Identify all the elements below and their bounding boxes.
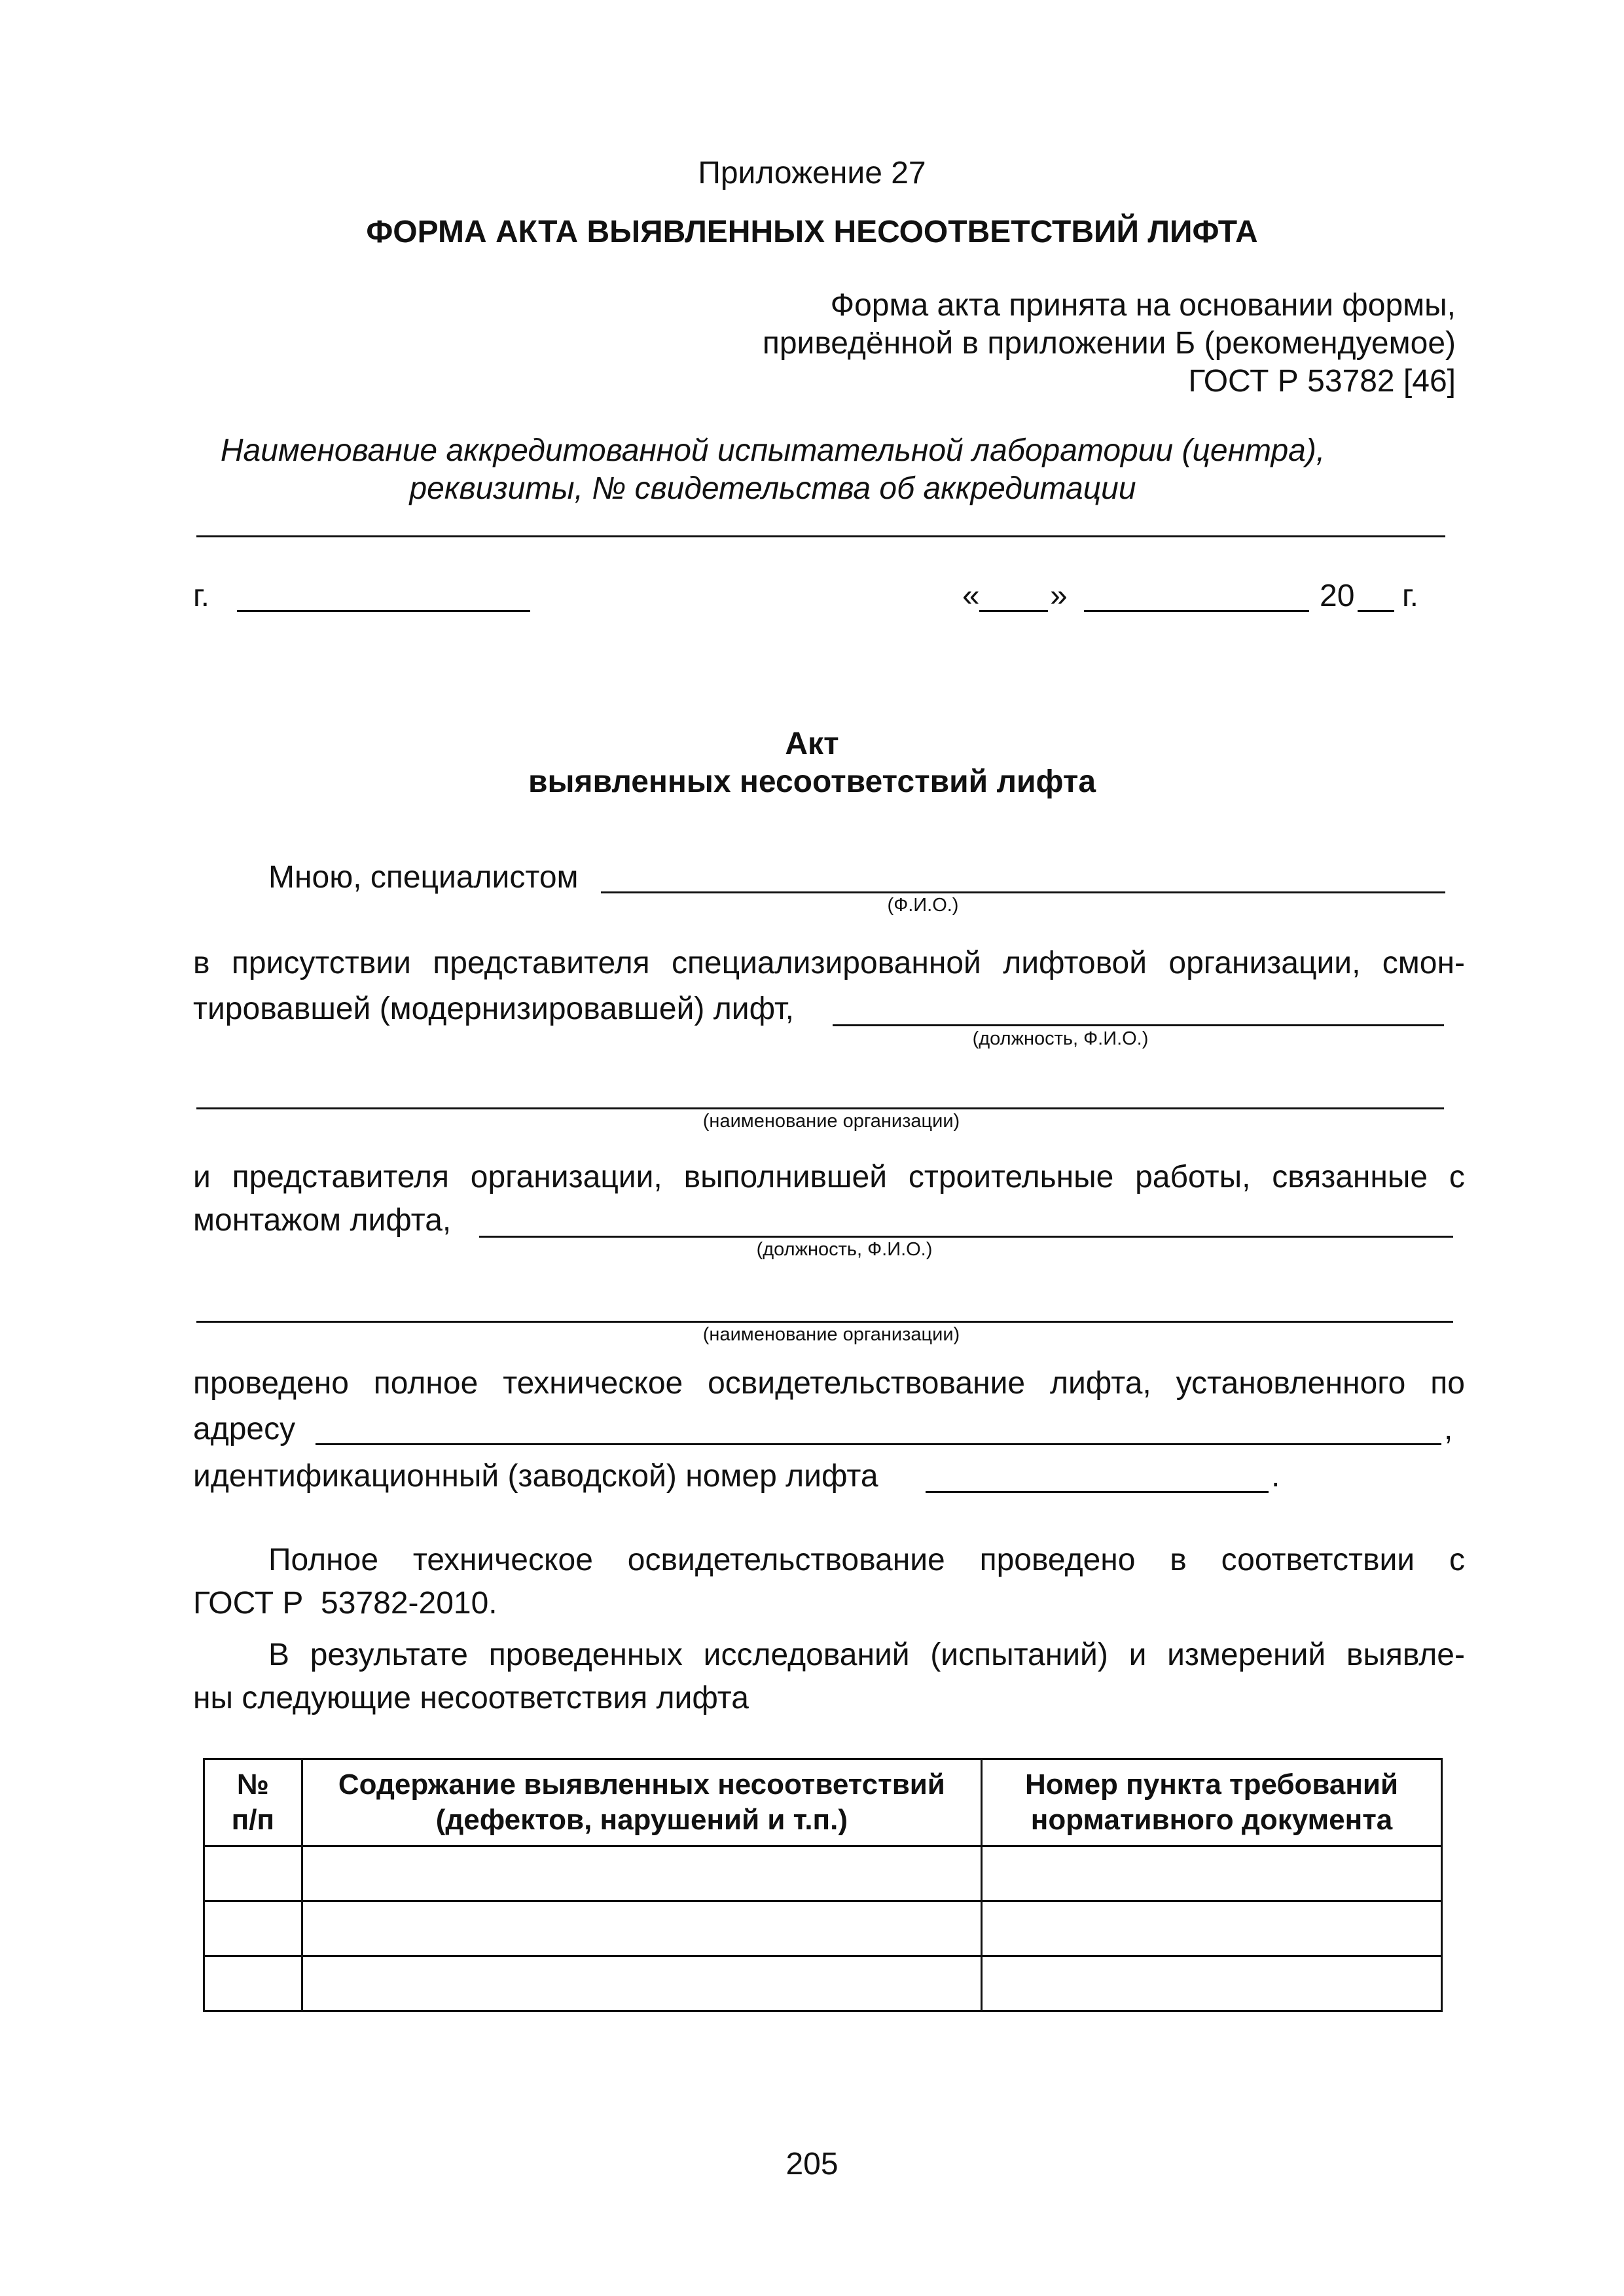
word: техническое [412, 1543, 593, 1577]
word: (испытаний) [930, 1638, 1108, 1672]
word: техническое [503, 1366, 683, 1401]
word: связанные [1272, 1160, 1428, 1194]
lab-name-line-2: реквизиты, № свидетельства об аккредитации [409, 471, 1136, 506]
table-row [204, 1901, 1442, 1956]
results-line-1 [268, 1636, 1465, 1674]
word: представителя [433, 946, 650, 980]
table-row [204, 1846, 1442, 1901]
word: проведено [979, 1543, 1136, 1577]
table-cell[interactable] [981, 1956, 1441, 2011]
word: соответствии [1221, 1543, 1415, 1577]
header-line: п/п [231, 1804, 275, 1836]
caption-org-name: (наименование организации) [702, 1324, 960, 1345]
word: организации, [1168, 946, 1361, 980]
word: в [1170, 1543, 1187, 1577]
table-cell[interactable] [204, 1901, 302, 1956]
word: лифтовой [1003, 946, 1147, 980]
word: и [193, 1160, 211, 1194]
word: и [1128, 1638, 1147, 1672]
basis-line: приведённой в приложении Б (рекомендуемое) [762, 326, 1456, 361]
results-line-2: ны следующие несоответствия лифта [193, 1681, 749, 1715]
caption-org-name: (наименование организации) [702, 1111, 960, 1132]
id-number-field[interactable] [926, 1491, 1269, 1493]
basis-line: ГОСТ Р 53782 [46] [1188, 364, 1456, 399]
compliance-line-1 [268, 1541, 1465, 1579]
table-cell[interactable] [981, 1846, 1441, 1901]
specialist-fio-field[interactable] [601, 891, 1445, 893]
word: В [268, 1638, 290, 1672]
header-line: Содержание выявленных несоответствий [338, 1768, 945, 1801]
caption-position-fio: (должность, Ф.И.О.) [972, 1028, 1149, 1049]
installer-rep-field[interactable] [833, 1024, 1444, 1026]
word: по [1430, 1366, 1465, 1401]
builder-line-2: монтажом лифта, [193, 1203, 452, 1238]
lab-name-line-1: Наименование аккредитованной испытательной лаборатории (центра), [220, 433, 1326, 468]
address-label: адресу [193, 1412, 296, 1446]
basis-line: Форма акта принята на основании формы, [830, 288, 1456, 323]
word: результате [310, 1638, 468, 1672]
header-line: № [236, 1768, 269, 1801]
city-prefix: г. [193, 579, 209, 613]
year-prefix: 20 [1320, 579, 1355, 613]
column-header-number [204, 1759, 302, 1846]
column-header-requirement [981, 1759, 1441, 1846]
appendix-label: Приложение 27 [698, 156, 926, 190]
form-basis-note [763, 287, 1456, 401]
inspection-line-1 [193, 1365, 1465, 1403]
header-line: Номер пункта требований [1024, 1768, 1399, 1801]
lab-name-field[interactable] [196, 535, 1445, 537]
builder-org-field[interactable] [196, 1321, 1453, 1323]
word: специализированной [671, 946, 981, 980]
year-field[interactable] [1358, 610, 1394, 612]
installer-org-field[interactable] [196, 1107, 1444, 1109]
quote-close: » [1050, 579, 1068, 613]
table-cell[interactable] [302, 1956, 981, 2011]
day-field[interactable] [979, 610, 1048, 612]
word: выполнившей [683, 1160, 888, 1194]
address-field[interactable] [316, 1443, 1441, 1445]
address-comma: , [1444, 1412, 1453, 1446]
header-line: нормативного документа [1030, 1804, 1393, 1836]
nonconformities-table [203, 1758, 1443, 2012]
month-field[interactable] [1084, 610, 1309, 612]
table-cell[interactable] [302, 1846, 981, 1901]
year-suffix: г. [1402, 579, 1418, 613]
table-cell[interactable] [302, 1901, 981, 1956]
page-number: 205 [785, 2147, 839, 2181]
act-title: Акт [785, 726, 839, 761]
word: присутствии [231, 946, 411, 980]
word: организации, [470, 1160, 662, 1194]
word: представителя [232, 1160, 449, 1194]
table-cell[interactable] [204, 1846, 302, 1901]
specialist-label: Мною, специалистом [268, 860, 579, 895]
id-number-label: идентификационный (заводской) номер лифта [193, 1459, 878, 1494]
word: с [1449, 1160, 1465, 1194]
word: с [1449, 1543, 1465, 1577]
word: измерений [1167, 1638, 1326, 1672]
word: лифта, [1049, 1366, 1151, 1401]
word: строительные [908, 1160, 1114, 1194]
table-cell[interactable] [981, 1901, 1441, 1956]
act-subtitle: выявленных несоответствий лифта [528, 764, 1096, 799]
caption-position-fio: (должность, Ф.И.О.) [756, 1239, 933, 1260]
word: в [193, 946, 210, 980]
builder-line-1 [193, 1158, 1465, 1196]
table-cell[interactable] [204, 1956, 302, 2011]
word: проведенных [488, 1638, 683, 1672]
word: полное [373, 1366, 478, 1401]
city-field[interactable] [237, 610, 530, 612]
word: освидетельствование [708, 1366, 1026, 1401]
quote-open: « [962, 579, 980, 613]
compliance-line-2: ГОСТ Р 53782-2010. [193, 1586, 497, 1621]
caption-fio: (Ф.И.О.) [887, 895, 959, 916]
word: выявле- [1346, 1638, 1465, 1672]
word: смон- [1382, 946, 1465, 980]
word: Полное [268, 1543, 379, 1577]
word: исследований [703, 1638, 910, 1672]
builder-rep-field[interactable] [479, 1236, 1453, 1238]
presence-line-2: тировавшей (модернизировавшей) лифт, [193, 992, 794, 1026]
word: установленного [1176, 1366, 1406, 1401]
form-title: ФОРМА АКТА ВЫЯВЛЕННЫХ НЕСООТВЕТСТВИЙ ЛИФТА [366, 215, 1258, 249]
column-header-content [302, 1759, 981, 1846]
table-header-row [204, 1759, 1442, 1846]
header-line: (дефектов, нарушений и т.п.) [435, 1804, 848, 1836]
word: проведено [193, 1366, 349, 1401]
word: работы, [1135, 1160, 1251, 1194]
presence-line-1 [193, 944, 1465, 982]
id-number-end: . [1271, 1459, 1280, 1494]
table-row [204, 1956, 1442, 2011]
word: освидетельствование [627, 1543, 945, 1577]
